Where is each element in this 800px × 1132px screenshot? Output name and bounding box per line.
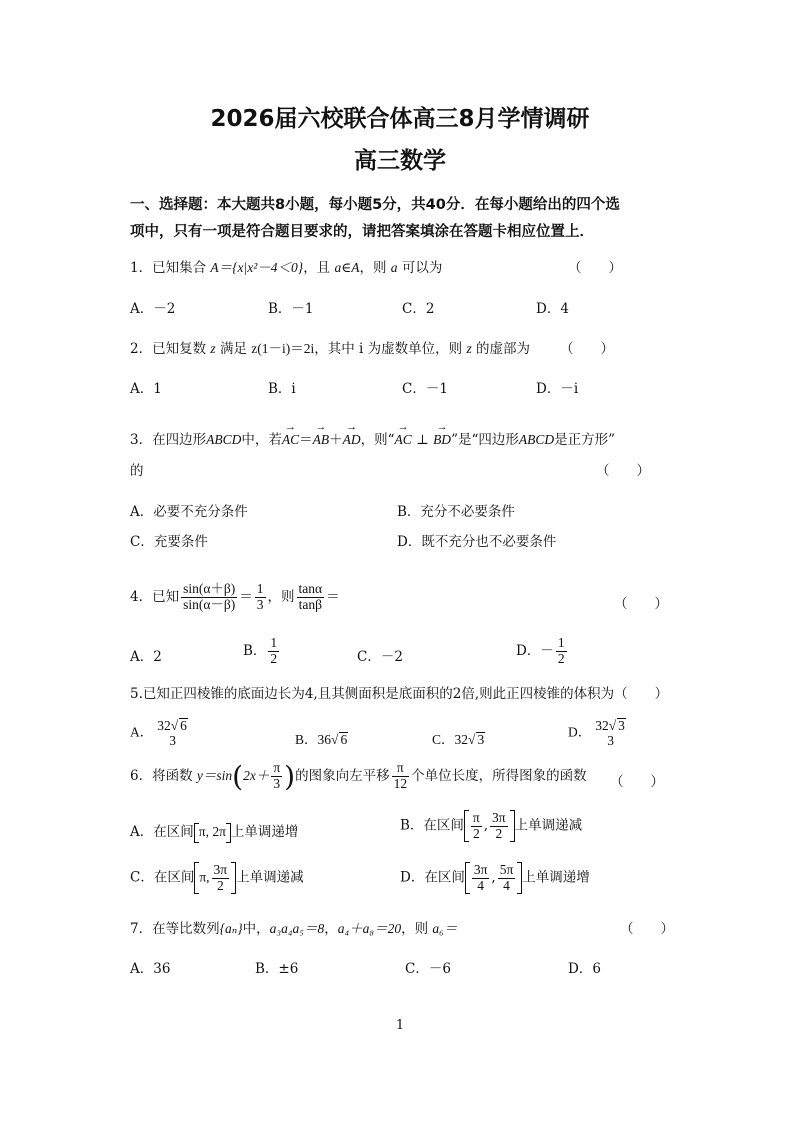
question-5-stem: 5.已知正四棱锥的底面边长为4,且其侧面积是底面积的2倍,则此正四棱锥的体积为（ ）	[130, 686, 669, 702]
option-b: B．36√ 6	[295, 732, 348, 747]
question-number: 4．	[130, 588, 153, 605]
answer-paren: （ ）	[560, 341, 614, 357]
answer-paren: （ ）	[614, 596, 668, 612]
question-3-stem: 3．在四边形ABCD中，若→ AC＝→ AB＋→ AD，则“→ AC ⊥ → BD”是“四边形ABCD是正方形”	[130, 428, 615, 448]
option-b: B．在区间 $\frac{\pi}{2}$ , $\frac{3\pi}{2}$ 上单调递减	[400, 809, 583, 841]
option-c: C．在区间 π, $\frac{3\pi}{2}$ 上单调递减	[130, 861, 304, 893]
question-number: 6．	[130, 768, 153, 784]
question-3-stem-cont: 的	[130, 463, 144, 479]
option-a: A．36	[130, 961, 171, 977]
option-c: C．32√ 3	[432, 732, 485, 747]
fraction: $\frac{5\pi}{4}$	[499, 861, 514, 893]
option-b: B．充分不必要条件	[397, 504, 515, 520]
question-number: 2．	[130, 341, 153, 357]
option-d: D．－i	[536, 381, 579, 397]
option-c: C．－6	[405, 961, 451, 977]
answer-paren: （ ）	[596, 463, 650, 479]
section-heading-line2: 项中，只有一项是符合题目要求的，请把答案填涂在答题卡相应位置上．	[130, 224, 594, 240]
question-1-stem: 1．已知集合 A＝{x|x²－4＜0}，且 a∈A，则 a 可以为	[130, 260, 443, 276]
option-d: D．4	[536, 301, 569, 317]
question-number: 3．	[130, 432, 153, 448]
page-number: 1	[395, 1018, 405, 1033]
fraction: 32√ 6 3	[157, 718, 187, 748]
option-a: A．2	[130, 649, 162, 665]
fraction: $\frac{3\pi}{4}$	[473, 861, 488, 893]
fraction: $\frac{3\pi}{2}$	[213, 861, 228, 893]
fraction: $\frac{\tan\alpha}{\tan\beta}$	[298, 581, 323, 612]
option-c: C．充要条件	[130, 534, 208, 550]
option-d: D．在区间 $\frac{3\pi}{4}$ , $\frac{5\pi}{4}$ 上单调递增	[400, 861, 590, 893]
option-c: C．－1	[402, 381, 448, 397]
fraction: $\frac{3\pi}{2}$	[492, 809, 506, 841]
vector-ad: → AD	[343, 432, 361, 448]
option-d: D．6	[568, 961, 601, 977]
option-b: B．±6	[255, 961, 299, 977]
fraction: $\frac{1}{2}$	[557, 635, 565, 666]
question-number: 7．	[130, 921, 153, 937]
question-4-stem: 4．已知 $\frac{\sin(\alpha+\beta)}{\sin(\alpha-\beta)}$ ＝ $\frac{1}{3}$ ，则 $\frac{\tan\alpha}{\tan\beta}$ ＝	[130, 581, 340, 612]
option-c: C．－2	[357, 649, 403, 665]
question-number: 1．	[130, 260, 153, 276]
option-b: B．i	[268, 381, 296, 397]
vector-ac: → AC	[395, 432, 412, 448]
fraction: 32√ 3 3	[595, 718, 625, 748]
exam-subject: 高三数学	[354, 148, 446, 174]
question-number: 5.	[130, 686, 143, 702]
fraction: $\frac{1}{3}$	[256, 581, 264, 612]
vector-bd: → BD	[433, 432, 451, 448]
fraction: $\frac{\pi}{12}$	[393, 760, 408, 791]
vector-ab: → AB	[313, 432, 330, 448]
fraction: $\frac{\pi}{2}$	[472, 809, 480, 841]
option-b: B． $\frac{1}{2}$	[243, 635, 278, 666]
option-d: D． 32√ 3 3	[568, 718, 630, 749]
exam-title: 2026届六校联合体高三8月学情调研	[210, 106, 590, 132]
option-a: A．必要不充分条件	[130, 504, 248, 520]
option-a: A．1	[130, 381, 162, 397]
section-heading-line1: 一、选择题：本大题共8小题，每小题5分，共40分．在每小题给出的四个选	[130, 197, 620, 213]
question-6-stem: 6．将函数 y＝sin(2x＋ $\frac{\pi}{3}$ )的图象向左平移 $\frac{\pi}{12}$ 个单位长度，所得图象的函数	[130, 760, 587, 793]
fraction: $\frac{1}{2}$	[270, 635, 278, 666]
vector-ac: → AC	[282, 432, 299, 448]
option-c: C．2	[402, 301, 435, 317]
fraction: $\frac{\pi}{3}$	[273, 760, 281, 791]
fraction: $\frac{\sin(\alpha+\beta)}{\sin(\alpha-\beta)}$	[183, 581, 236, 612]
question-2-stem: 2．已知复数 z 满足 z(1－i)＝2i，其中 i 为虚数单位，则 z 的虚部为	[130, 341, 531, 357]
answer-paren: （ ）	[610, 774, 664, 790]
answer-paren: （ ）	[620, 921, 674, 937]
option-a: A．在区间 π, 2π 上单调递增	[130, 820, 298, 843]
option-a: A． 32√ 6 3	[130, 718, 192, 749]
option-d: D．－ $\frac{1}{2}$	[516, 635, 565, 666]
option-a: A．－2	[130, 301, 176, 317]
option-b: B．－1	[268, 301, 314, 317]
question-7-stem: 7．在等比数列{aₙ}中，a₃a₄a₅＝8，a₄＋a₈＝20，则 a₆＝	[130, 921, 458, 937]
option-d: D．既不充分也不必要条件	[397, 534, 557, 550]
answer-paren: （ ）	[568, 260, 622, 276]
